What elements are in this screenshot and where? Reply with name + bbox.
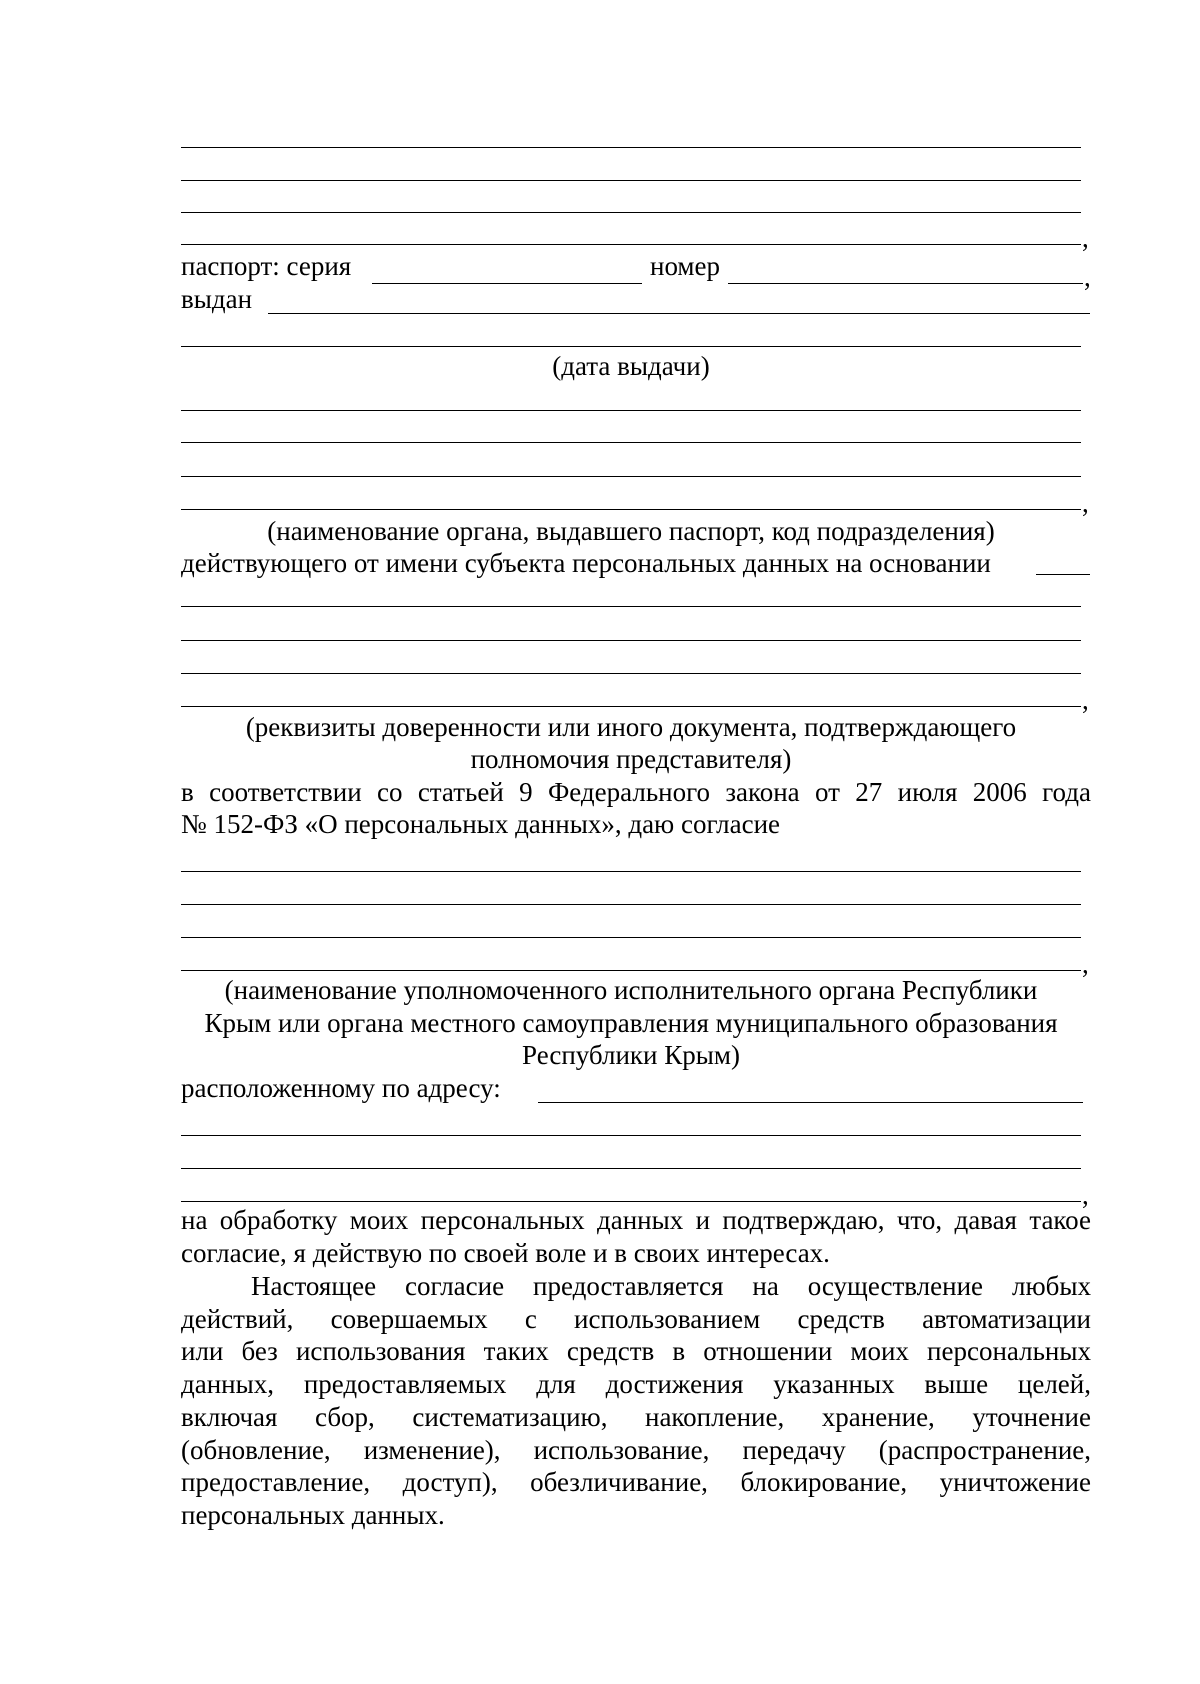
blank-line[interactable] xyxy=(181,244,1081,245)
comma: , xyxy=(1082,1180,1089,1210)
blank-line[interactable] xyxy=(181,442,1081,443)
paragraph-line: (обновление, изменение), использование, передачу (распространение, xyxy=(181,1435,1091,1465)
paragraph-line: включая сбор, систематизацию, накопление, хранение, уточнение xyxy=(181,1402,1091,1432)
blank-line[interactable] xyxy=(181,904,1081,905)
comma: , xyxy=(1082,685,1089,715)
passport-number-field[interactable] xyxy=(728,283,1083,284)
paragraph-line: данных, предоставляемых для достижения указанных выше целей, xyxy=(181,1369,1091,1399)
comma: , xyxy=(1084,262,1091,292)
comma: , xyxy=(1082,488,1089,518)
law-line2: № 152-ФЗ «О персональных данных», даю согласие xyxy=(181,809,781,839)
paragraph-line: действий, совершаемых с использованием средств автоматизации xyxy=(181,1304,1091,1334)
processing-line1: на обработку моих персональных данных и подтверждаю, что, давая такое xyxy=(181,1205,1091,1235)
blank-line[interactable] xyxy=(181,1168,1081,1169)
blank-line[interactable] xyxy=(181,147,1081,148)
blank-line[interactable] xyxy=(181,1135,1081,1136)
paragraph-last-line: персональных данных. xyxy=(181,1500,445,1530)
passport-number-label: номер xyxy=(650,251,721,281)
processing-line2: согласие, я действую по своей воле и в своих интересах. xyxy=(181,1238,830,1268)
blank-line[interactable] xyxy=(181,937,1081,938)
issued-label: выдан xyxy=(181,284,253,314)
blank-line[interactable] xyxy=(181,871,1081,872)
authority-caption-line1: (наименование уполномоченного исполнительного органа Республики xyxy=(224,975,1038,1005)
comma: , xyxy=(1082,949,1089,979)
passport-series-field[interactable] xyxy=(372,283,642,284)
blank-line[interactable] xyxy=(181,970,1081,971)
law-line1: в соответствии со статьей 9 Федерального закона от 27 июля 2006 года xyxy=(181,777,1091,807)
address-label: расположенному по адресу: xyxy=(181,1073,501,1103)
poa-caption-line1: (реквизиты доверенности или иного документа, подтверждающего xyxy=(245,712,1017,742)
blank-line[interactable] xyxy=(181,212,1081,213)
issue-date-caption: (дата выдачи) xyxy=(552,351,710,381)
paragraph-line: Настоящее согласие предоставляется на осуществление любых xyxy=(251,1271,1091,1301)
paragraph-line: предоставление, доступ), обезличивание, блокирование, уничтожение xyxy=(181,1467,1091,1497)
acting-text: действующего от имени субъекта персональных данных на основании xyxy=(181,548,991,578)
passport-series-label: паспорт: серия xyxy=(181,251,352,281)
blank-line[interactable] xyxy=(181,673,1081,674)
comma: , xyxy=(1082,223,1089,253)
address-field[interactable] xyxy=(538,1102,1083,1103)
blank-line[interactable] xyxy=(181,706,1081,707)
blank-line[interactable] xyxy=(181,476,1081,477)
blank-line[interactable] xyxy=(181,606,1081,607)
basis-field[interactable] xyxy=(1036,574,1090,575)
issued-by-field[interactable] xyxy=(268,313,1090,314)
blank-line[interactable] xyxy=(181,346,1081,347)
poa-caption-line2: полномочия представителя) xyxy=(470,744,792,774)
authority-caption-line2: Крым или органа местного самоуправления муниципального образования xyxy=(204,1008,1058,1038)
blank-line[interactable] xyxy=(181,509,1081,510)
issuer-caption: (наименование органа, выдавшего паспорт, код подразделения) xyxy=(267,516,995,546)
blank-line[interactable] xyxy=(181,410,1081,411)
blank-line[interactable] xyxy=(181,180,1081,181)
blank-line[interactable] xyxy=(181,1201,1081,1202)
paragraph-line: или без использования таких средств в отношении моих персональных xyxy=(181,1336,1091,1366)
authority-caption-line3: Республики Крым) xyxy=(522,1040,740,1070)
blank-line[interactable] xyxy=(181,640,1081,641)
